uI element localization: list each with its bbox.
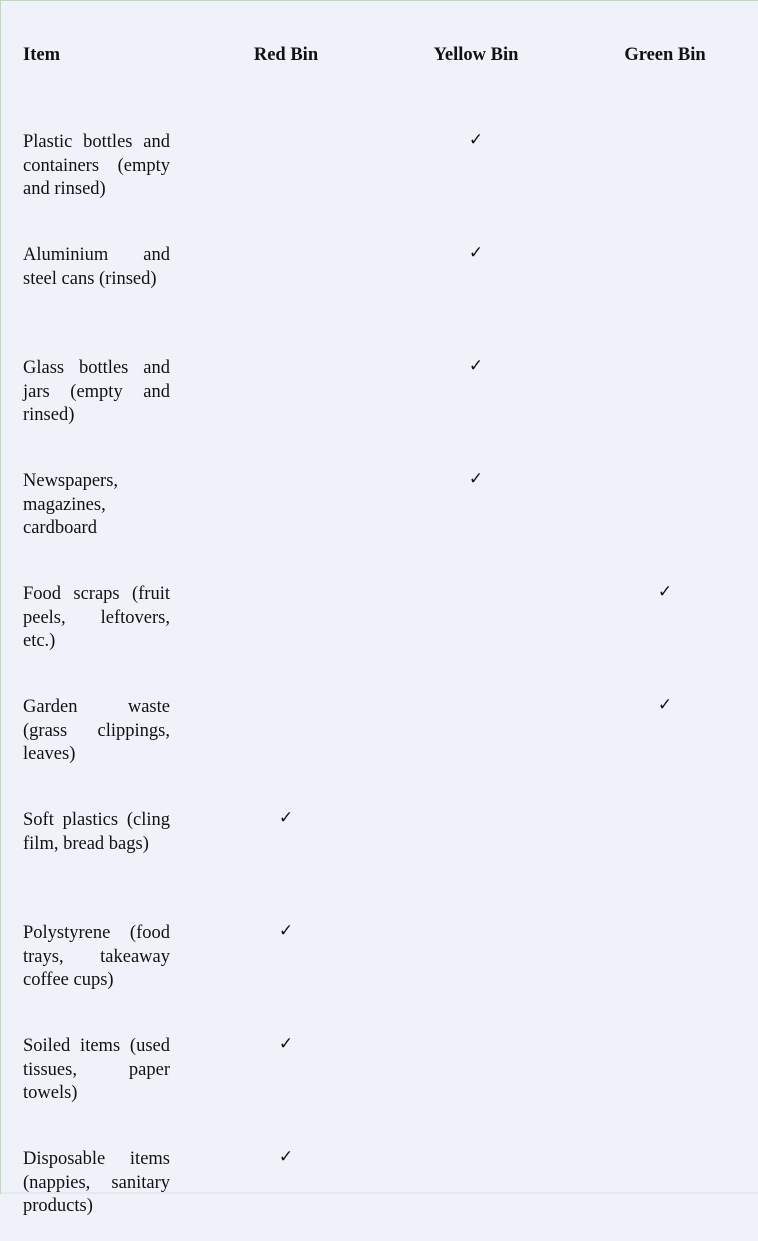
item-label: Food scraps (fruit peels, leftovers, etc.) (23, 584, 170, 651)
header-yellow-bin (381, 1, 571, 111)
header-red-bin-label: Red Bin (253, 45, 319, 65)
item-label: Plastic bottles and containers (empty and rinsed) (23, 132, 170, 199)
header-item-label: Item (23, 45, 60, 65)
red-bin-cell (191, 450, 381, 563)
header-red-bin (191, 1, 381, 111)
table-row (1, 902, 758, 1015)
green-bin-cell (571, 111, 758, 224)
red-bin-cell (191, 337, 381, 450)
checkmark-icon: ✓ (278, 808, 294, 828)
red-bin-cell (191, 1015, 381, 1128)
yellow-bin-cell (381, 789, 571, 902)
item-cell (1, 789, 191, 902)
item-label: Garden waste (grass clippings, leaves) (23, 697, 170, 764)
item-cell (1, 902, 191, 1015)
item-label: Soft plastics (cling film, bread bags) (23, 810, 170, 854)
checkmark-icon: ✓ (278, 921, 294, 941)
yellow-bin-cell (381, 563, 571, 676)
item-cell (1, 337, 191, 450)
item-cell (1, 224, 191, 337)
checkmark-icon: ✓ (657, 695, 673, 715)
red-bin-cell (191, 789, 381, 902)
item-cell (1, 676, 191, 789)
table-row (1, 450, 758, 563)
item-cell (1, 1128, 191, 1241)
green-bin-cell (571, 1015, 758, 1128)
checkmark-icon: ✓ (278, 1034, 294, 1054)
bin-sorting-table (1, 1, 758, 1241)
item-cell (1, 1015, 191, 1128)
checkmark-icon: ✓ (468, 356, 484, 376)
header-green-bin-label: Green Bin (624, 45, 706, 65)
yellow-bin-cell (381, 902, 571, 1015)
table-row (1, 676, 758, 789)
header-row (1, 1, 758, 111)
yellow-bin-cell (381, 224, 571, 337)
yellow-bin-cell (381, 1015, 571, 1128)
table-row (1, 337, 758, 450)
item-label: Polystyrene (food trays, takeaway coffee cups) (23, 923, 170, 990)
table-row (1, 789, 758, 902)
red-bin-cell (191, 224, 381, 337)
red-bin-cell (191, 563, 381, 676)
green-bin-cell (571, 450, 758, 563)
checkmark-icon: ✓ (468, 130, 484, 150)
table-row (1, 563, 758, 676)
yellow-bin-cell (381, 1128, 571, 1241)
yellow-bin-cell (381, 111, 571, 224)
checkmark-icon: ✓ (657, 582, 673, 602)
item-label: Glass bottles and jars (empty and rinsed) (23, 358, 170, 425)
green-bin-cell (571, 902, 758, 1015)
checkmark-icon: ✓ (278, 1147, 294, 1167)
table-row (1, 224, 758, 337)
green-bin-cell (571, 676, 758, 789)
item-label: Soiled items (used tissues, paper towels) (23, 1036, 170, 1103)
item-label: Newspapers, magazines, cardboard (23, 471, 119, 538)
table-body (1, 111, 758, 1241)
checkmark-icon: ✓ (468, 243, 484, 263)
yellow-bin-cell (381, 450, 571, 563)
table-row (1, 111, 758, 224)
header-green-bin (571, 1, 758, 111)
yellow-bin-cell (381, 676, 571, 789)
red-bin-cell (191, 902, 381, 1015)
green-bin-cell (571, 1128, 758, 1241)
green-bin-cell (571, 563, 758, 676)
item-cell (1, 111, 191, 224)
table-row (1, 1128, 758, 1241)
green-bin-cell (571, 789, 758, 902)
green-bin-cell (571, 337, 758, 450)
green-bin-cell (571, 224, 758, 337)
header-yellow-bin-label: Yellow Bin (433, 45, 519, 65)
checkmark-icon: ✓ (468, 469, 484, 489)
header-item (1, 1, 191, 111)
item-label: Aluminium and steel cans (rinsed) (23, 245, 170, 289)
item-cell (1, 450, 191, 563)
red-bin-cell (191, 1128, 381, 1241)
item-label: Disposable items (nappies, sanitary products) (23, 1149, 170, 1216)
red-bin-cell (191, 111, 381, 224)
table-row (1, 1015, 758, 1128)
yellow-bin-cell (381, 337, 571, 450)
red-bin-cell (191, 676, 381, 789)
item-cell (1, 563, 191, 676)
